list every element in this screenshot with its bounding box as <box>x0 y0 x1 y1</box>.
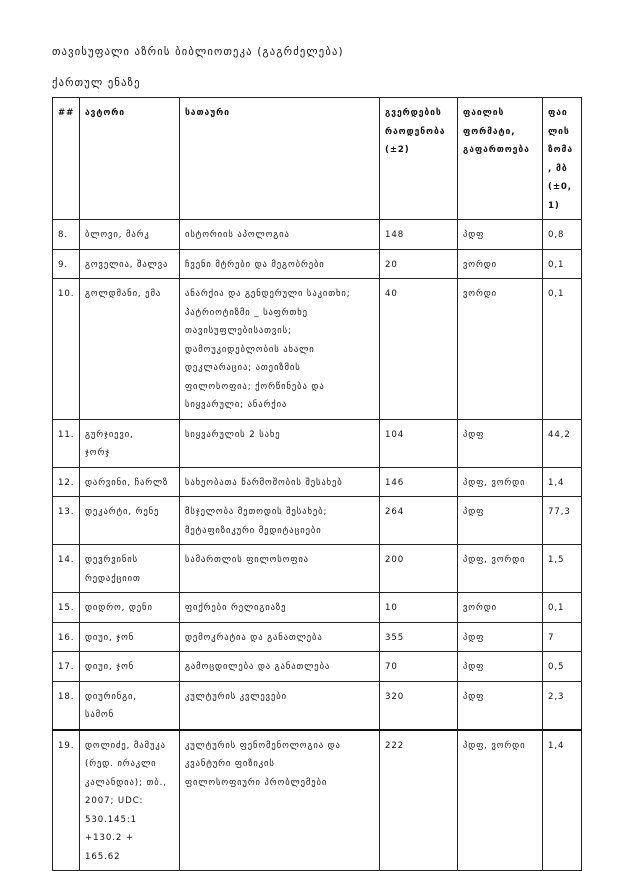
header-format-line: ფაილის <box>463 108 505 118</box>
header-num: ## <box>53 98 80 220</box>
pages-cell: 104 <box>380 419 458 467</box>
title-cell <box>180 622 380 652</box>
author-cell-line: დარვინი, ჩარლზ <box>85 477 169 488</box>
row-num: 17. <box>53 652 80 682</box>
size-cell: 2,3 <box>543 681 582 730</box>
author-cell-line: კალანდია); თბ., <box>85 777 167 788</box>
author-cell <box>80 497 180 545</box>
author-cell-line: სამონ <box>85 710 115 720</box>
title-cell-line: პატრიოტიზმი _ საფრთხე <box>185 307 308 318</box>
format-cell: ვორდი <box>458 249 543 279</box>
header-author: ავტორი <box>80 98 180 220</box>
title-cell-line: სიყვარული; ანარქია <box>185 400 288 410</box>
header-pages-line: რაოდენობა <box>385 126 446 137</box>
size-cell: 7 <box>543 622 582 652</box>
author-cell-line: დიუი, ჯონ <box>85 632 135 643</box>
table-header-row <box>53 98 582 220</box>
author-cell <box>80 220 180 250</box>
header-pages-line: გვერდების <box>385 108 442 118</box>
format-cell: პდფ <box>458 497 543 545</box>
row-num: 11. <box>53 419 80 467</box>
author-cell-line: რედაქციით <box>85 573 141 584</box>
title-cell <box>180 497 380 545</box>
row-num: 18. <box>53 681 80 730</box>
title-cell-line: კულტურის კვლევები <box>185 691 287 702</box>
author-cell-line: ჯორჯ <box>85 448 111 458</box>
header-size-line: ფაილის <box>548 108 570 137</box>
format-cell: პდფ <box>458 681 543 730</box>
format-cell: პდფ, ვორდი <box>458 730 543 871</box>
author-cell-line: 530.145:1 +130.2 + <box>85 814 138 843</box>
table-row <box>53 730 582 871</box>
title-cell-line: ისტორიის აპოლოგია <box>185 230 290 240</box>
title-cell-line: კულტურის ფენომენოლოგია და <box>185 740 341 751</box>
author-cell <box>80 730 180 871</box>
size-cell: 0,1 <box>543 249 582 279</box>
title-cell <box>180 652 380 682</box>
title-cell-line: დეკლარაცია; ათეიზმის <box>185 363 301 373</box>
row-num: 15. <box>53 593 80 623</box>
header-size <box>543 98 582 220</box>
author-cell-line: (რედ. ირაკლი <box>85 759 157 769</box>
title-cell <box>180 730 380 871</box>
pages-cell: 146 <box>380 467 458 497</box>
pages-cell: 200 <box>380 545 458 593</box>
header-format-line: გაფართოება <box>463 145 530 155</box>
format-cell: პდფ, ვორდი <box>458 545 543 593</box>
format-cell: პდფ <box>458 220 543 250</box>
author-cell <box>80 681 180 730</box>
table-row <box>53 467 582 497</box>
row-num: 9. <box>53 249 80 279</box>
title-cell-line: თავისუფლებისათვის; <box>185 326 292 336</box>
title-cell <box>180 279 380 420</box>
format-cell: პდფ <box>458 652 543 682</box>
size-cell: 0,8 <box>543 220 582 250</box>
table-row <box>53 593 582 623</box>
size-cell: 1,4 <box>543 730 582 871</box>
title-cell-line: ანარქია და გენდერული საკითხი; <box>185 289 351 299</box>
format-cell: პდფ, ვორდი <box>458 467 543 497</box>
table-row <box>53 249 582 279</box>
header-title: სათაური <box>180 98 380 220</box>
row-num: 13. <box>53 497 80 545</box>
pages-cell: 320 <box>380 681 458 730</box>
table-row <box>53 419 582 467</box>
author-cell-line: დიურინგი, <box>85 691 138 702</box>
title-cell-line: დამოუკიდებლობის ახალი <box>185 344 315 355</box>
title-cell-line: დემოკრატია და განათლება <box>185 632 323 643</box>
pages-cell: 10 <box>380 593 458 623</box>
author-cell-line: ბლოვი, მარკ <box>85 230 150 240</box>
row-num: 16. <box>53 622 80 652</box>
author-cell-line: დიდრო, დენი <box>85 603 153 613</box>
section-heading: ქართულ ენაზე <box>52 77 141 89</box>
pages-cell: 355 <box>380 622 458 652</box>
author-cell <box>80 652 180 682</box>
table-body <box>53 220 582 871</box>
library-table <box>52 97 582 871</box>
table-row <box>53 652 582 682</box>
title-cell-line: კვანტური ფიზიკის <box>185 759 275 769</box>
author-cell <box>80 622 180 652</box>
pages-cell: 264 <box>380 497 458 545</box>
author-cell-line: გოველია, შალვა <box>85 259 169 270</box>
author-cell <box>80 467 180 497</box>
author-cell <box>80 249 180 279</box>
size-cell: 1,5 <box>543 545 582 593</box>
title-cell <box>180 545 380 593</box>
author-cell <box>80 419 180 467</box>
header-size-line: (±0,1) <box>548 182 572 211</box>
author-cell <box>80 279 180 420</box>
author-cell-line: დიუი, ჯონ <box>85 662 135 672</box>
author-cell-line: 165.62 <box>85 851 121 862</box>
document-title: თავისუფალი აზრის ბიბლიოთეკა (გაგრძელება) <box>52 46 344 58</box>
format-cell: პდფ <box>458 419 543 467</box>
title-cell-line: ჩვენი მტრები და მეგობრები <box>185 259 325 270</box>
pages-cell: 40 <box>380 279 458 420</box>
table-row <box>53 622 582 652</box>
title-cell-line: ფილოსოფია; ქორწინება და <box>185 381 325 392</box>
size-cell: 1,4 <box>543 467 582 497</box>
header-size-line: ზომა, მბ <box>548 145 573 174</box>
title-cell-line: გამოცდილება და განათლება <box>185 662 331 672</box>
table-row <box>53 497 582 545</box>
title-cell-line: სიყვარულის 2 სახე <box>185 429 281 440</box>
author-cell <box>80 593 180 623</box>
pages-cell: 70 <box>380 652 458 682</box>
title-cell <box>180 593 380 623</box>
row-num: 10. <box>53 279 80 420</box>
title-cell <box>180 681 380 730</box>
pages-cell: 222 <box>380 730 458 871</box>
title-cell <box>180 220 380 250</box>
row-num: 14. <box>53 545 80 593</box>
format-cell: პდფ <box>458 622 543 652</box>
header-pages-line: (±2) <box>385 145 410 155</box>
header-pages <box>380 98 458 220</box>
format-cell: ვორდი <box>458 593 543 623</box>
pages-cell: 20 <box>380 249 458 279</box>
size-cell: 0,1 <box>543 279 582 420</box>
size-cell: 0,1 <box>543 593 582 623</box>
pages-cell: 148 <box>380 220 458 250</box>
header-format-line: ფორმატი, <box>463 126 516 137</box>
author-cell-line: 2007; UDC: <box>85 796 144 806</box>
row-num: 19. <box>53 730 80 871</box>
size-cell: 44,2 <box>543 419 582 467</box>
author-cell-line: გურჯიევი, <box>85 429 134 440</box>
title-cell-line: მეტაფიზიკური მედიტაციები <box>185 525 322 536</box>
size-cell: 0,5 <box>543 652 582 682</box>
row-num: 12. <box>53 467 80 497</box>
author-cell-line: გოლდმანი, ემა <box>85 289 162 299</box>
title-cell <box>180 249 380 279</box>
author-cell-line: დოლიძე, მამუკა <box>85 740 166 751</box>
size-cell: 77,3 <box>543 497 582 545</box>
title-cell-line: სახეობათა წარმოშობის შესახებ <box>185 477 343 488</box>
author-cell <box>80 545 180 593</box>
header-format <box>458 98 543 220</box>
title-cell <box>180 467 380 497</box>
title-cell-line: ფილოსოფიური პრობლემები <box>185 777 328 788</box>
title-cell-line: ფიქრები რელიგიაზე <box>185 603 287 613</box>
table-row <box>53 681 582 730</box>
title-cell-line: მსჯელობა მეთოდის შესახებ; <box>185 507 328 517</box>
table-row <box>53 545 582 593</box>
title-cell-line: სამართლის ფილოსოფია <box>185 555 309 565</box>
title-cell <box>180 419 380 467</box>
author-cell-line: დეკარტი, რენე <box>85 507 160 517</box>
table-row <box>53 220 582 250</box>
table-row <box>53 279 582 420</box>
format-cell: ვორდი <box>458 279 543 420</box>
row-num: 8. <box>53 220 80 250</box>
author-cell-line: დევრვინის <box>85 555 139 565</box>
